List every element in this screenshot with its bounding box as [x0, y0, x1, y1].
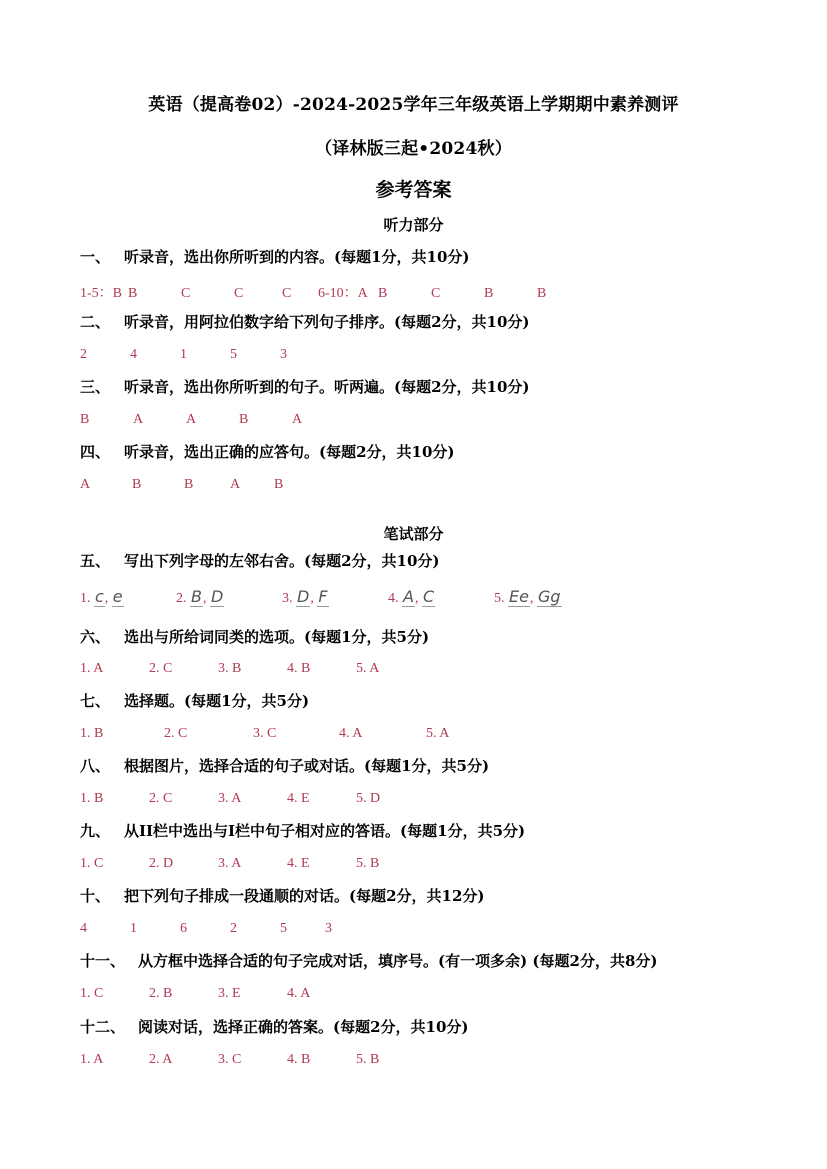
- question-2: [80, 311, 827, 332]
- answer-item: 4. B: [287, 661, 311, 676]
- answer-item: 4: [80, 921, 87, 936]
- answers-8: [80, 791, 827, 807]
- answer-item: 6: [180, 921, 187, 936]
- question-text: 根据图片，选择合适的句子或对话。(每题1分，共5分): [124, 757, 490, 775]
- question-text: 听录音，用阿拉伯数字给下列句子排序。(每题2分，共10分): [124, 313, 530, 331]
- question-number: 四、: [80, 443, 111, 461]
- answer-item: 2. C: [149, 661, 173, 676]
- answer-item: 3: [325, 921, 332, 936]
- answer-item: 2. B, D: [176, 587, 224, 606]
- answer-key-heading: 参考答案: [375, 179, 452, 201]
- question-6: [80, 626, 827, 647]
- answer-item: 2: [80, 347, 87, 362]
- question-text: 选择题。(每题1分，共5分): [124, 692, 310, 710]
- answer-item: 4. A: [287, 986, 311, 1001]
- answer-item: 5: [280, 921, 287, 936]
- handwritten-letter: D: [297, 587, 310, 606]
- handwritten-letter: B: [191, 587, 202, 606]
- answer-item: 5. Ee, Gg: [494, 587, 561, 606]
- question-number: 十、: [80, 887, 111, 905]
- question-9: [80, 820, 827, 841]
- handwritten-letter: C: [422, 587, 435, 606]
- handwritten-letter: D: [210, 587, 224, 606]
- answer-item: 5. A: [426, 726, 450, 741]
- written-section-heading: 笔试部分: [383, 525, 444, 543]
- answer-item: 4. A: [339, 726, 363, 741]
- answer-item: 1. C: [80, 986, 104, 1001]
- answer-item: B: [128, 286, 138, 301]
- question-number: 五、: [80, 552, 111, 570]
- answer-item: C: [181, 286, 191, 301]
- question-8: [80, 755, 827, 776]
- answer-number: 5.: [494, 591, 505, 606]
- answer-item: A: [186, 412, 197, 427]
- answer-item: 5. A: [356, 661, 380, 676]
- answer-item: B: [378, 286, 388, 301]
- question-number: 六、: [80, 628, 111, 646]
- answer-item: B: [184, 477, 194, 492]
- answer-item: 1. A: [80, 661, 104, 676]
- answer-item: 5: [230, 347, 237, 362]
- question-text: 写出下列字母的左邻右舍。(每题2分，共10分): [124, 552, 440, 570]
- answer-item: C: [234, 286, 244, 301]
- answers-12: [80, 1052, 827, 1068]
- answer-item: C: [282, 286, 292, 301]
- answers-10: [80, 921, 827, 937]
- document-subtitle: （译林版三起•2024秋）: [315, 139, 512, 159]
- answers-1: [80, 282, 827, 302]
- answer-item: 3. B: [218, 661, 242, 676]
- handwritten-letter: Gg: [537, 587, 561, 606]
- document-title: 英语（提高卷02）-2024-2025学年三年级英语上学期期中素养测评: [148, 95, 679, 115]
- answer-item: 3. E: [218, 986, 241, 1001]
- question-12: [80, 1016, 827, 1037]
- answers-5: [80, 587, 827, 607]
- answers-11: [80, 986, 827, 1002]
- question-text: 听录音，选出正确的应答句。(每题2分，共10分): [124, 443, 455, 461]
- handwritten-letter: Ee: [509, 587, 529, 606]
- answer-item: A: [292, 412, 303, 427]
- answer-item: 1. A: [80, 1052, 104, 1067]
- question-number: 十二、: [80, 1018, 126, 1036]
- answer-item: 2: [230, 921, 237, 936]
- answer-item: 1-5：B: [80, 286, 122, 301]
- answer-item: 1. B: [80, 791, 104, 806]
- answer-item: 3: [280, 347, 287, 362]
- answer-item: 2. C: [149, 791, 173, 806]
- answer-number: 3.: [282, 591, 293, 606]
- question-text: 从II栏中选出与I栏中句子相对应的答语。(每题1分，共5分): [124, 822, 526, 840]
- answer-item: 5. B: [356, 856, 380, 871]
- question-number: 九、: [80, 822, 111, 840]
- handwritten-letter: F: [318, 587, 328, 606]
- answer-item: B: [537, 286, 547, 301]
- answers-7: [80, 726, 827, 742]
- answer-item: B: [484, 286, 494, 301]
- answer-item: 4. E: [287, 791, 310, 806]
- question-11: [80, 950, 827, 971]
- answers-3: [80, 412, 827, 428]
- question-10: [80, 885, 827, 906]
- question-text: 把下列句子排成一段通顺的对话。(每题2分，共12分): [124, 887, 485, 905]
- handwritten-letter: e: [112, 587, 123, 606]
- answer-item: 5. D: [356, 791, 381, 806]
- answer-number: 4.: [388, 591, 399, 606]
- answer-item: 3. A: [218, 791, 242, 806]
- question-number: 一、: [80, 248, 111, 266]
- answer-item: 3. C: [218, 1052, 242, 1067]
- answer-item: 4. B: [287, 1052, 311, 1067]
- answer-item: 3. A: [218, 856, 242, 871]
- answer-item: 4. A, C: [388, 587, 435, 606]
- answer-item: A: [133, 412, 144, 427]
- answer-item: 3. C: [253, 726, 277, 741]
- question-7: [80, 690, 827, 711]
- question-number: 三、: [80, 378, 111, 396]
- answer-item: B: [274, 477, 284, 492]
- answer-item: B: [80, 412, 90, 427]
- answer-number: 2.: [176, 591, 187, 606]
- answer-item: A: [80, 477, 91, 492]
- answer-item: 3. D, F: [282, 587, 328, 606]
- answer-item: 5. B: [356, 1052, 380, 1067]
- question-number: 十一、: [80, 952, 126, 970]
- question-number: 七、: [80, 692, 111, 710]
- answer-item: 4. E: [287, 856, 310, 871]
- answer-item: 1. C: [80, 856, 104, 871]
- answer-item: 2. B: [149, 986, 173, 1001]
- answer-item: B: [132, 477, 142, 492]
- question-4: [80, 441, 827, 462]
- answer-item: 2. C: [164, 726, 188, 741]
- question-5: [80, 550, 827, 571]
- answer-item: 1. c, e: [80, 587, 123, 606]
- question-text: 听录音，选出你所听到的句子。听两遍。(每题2分，共10分): [124, 378, 530, 396]
- answer-item: 1. B: [80, 726, 104, 741]
- handwritten-letter: A: [403, 587, 414, 606]
- question-number: 八、: [80, 757, 111, 775]
- answer-item: A: [230, 477, 241, 492]
- question-text: 选出与所给词同类的选项。(每题1分，共5分): [124, 628, 430, 646]
- answer-item: 1: [180, 347, 187, 362]
- answer-item: 1: [130, 921, 137, 936]
- answer-item: 2. D: [149, 856, 174, 871]
- question-text: 从方框中选择合适的句子完成对话，填序号。(有一项多余) (每题2分，共8分): [138, 952, 658, 970]
- answer-item: C: [431, 286, 441, 301]
- answers-9: [80, 856, 827, 872]
- question-text: 听录音，选出你所听到的内容。(每题1分，共10分): [124, 248, 470, 266]
- question-number: 二、: [80, 313, 111, 331]
- answer-number: 1.: [80, 591, 91, 606]
- answer-item: B: [239, 412, 249, 427]
- listening-section-heading: 听力部分: [383, 216, 444, 234]
- answers-6: [80, 661, 827, 677]
- answer-item: 2. A: [149, 1052, 173, 1067]
- handwritten-letter: c: [95, 587, 104, 606]
- question-3: [80, 376, 827, 397]
- question-1: [80, 246, 827, 267]
- answers-4: [80, 477, 827, 493]
- question-text: 阅读对话，选择正确的答案。(每题2分，共10分): [138, 1018, 469, 1036]
- answer-item: 6-10：A: [318, 286, 368, 301]
- answer-item: 4: [130, 347, 137, 362]
- answers-2: [80, 347, 827, 363]
